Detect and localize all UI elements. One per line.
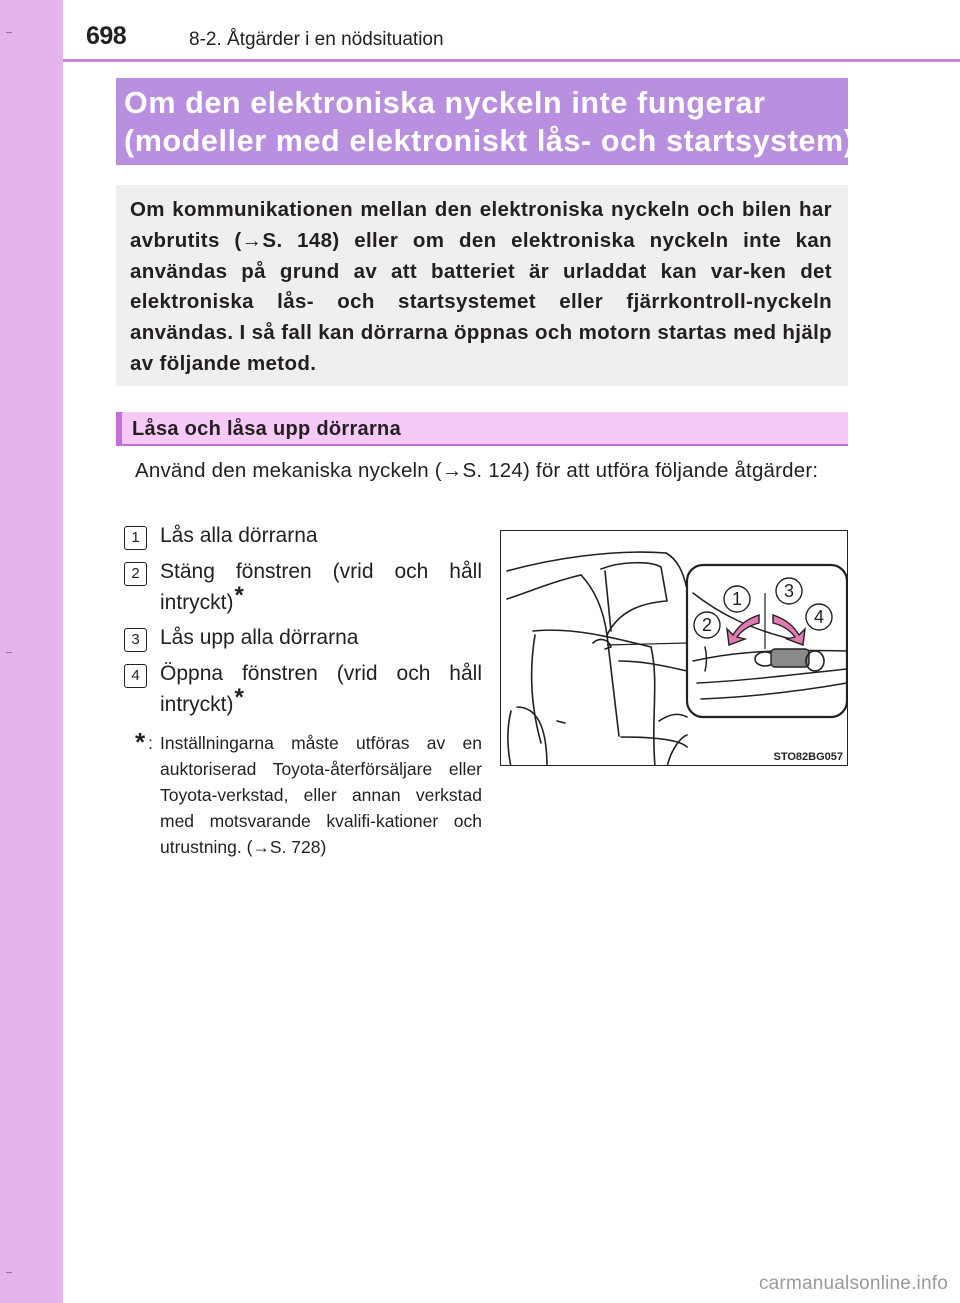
edge-mark bbox=[6, 652, 12, 653]
page-number: 698 bbox=[86, 22, 127, 50]
callout-label-4: 4 bbox=[813, 607, 825, 627]
subsection-banner bbox=[116, 412, 848, 446]
section-heading: 8-2. Åtgärder i en nödsituation bbox=[189, 29, 444, 50]
title-banner bbox=[116, 78, 855, 165]
step-number-badge: 3 bbox=[124, 628, 147, 652]
step-number-badge: 1 bbox=[124, 526, 147, 550]
step-number-badge: 2 bbox=[124, 562, 147, 586]
callout-label-2: 2 bbox=[701, 615, 713, 635]
step-text: Öppna fönstren (vrid och håll intryckt) bbox=[160, 662, 482, 716]
edge-mark bbox=[6, 32, 12, 33]
watermark: carmanualsonline.info bbox=[758, 1273, 948, 1294]
intro-box bbox=[116, 185, 848, 386]
step-text-wrap bbox=[160, 659, 482, 720]
step-text-wrap bbox=[160, 623, 482, 653]
step-text: Lås alla dörrarna bbox=[160, 524, 318, 547]
page-title bbox=[124, 84, 855, 160]
header-divider bbox=[63, 59, 960, 62]
footnote-colon: : bbox=[148, 733, 153, 753]
step-text: Stäng fönstren (vrid och håll intryckt) bbox=[160, 560, 482, 614]
step-text-wrap bbox=[160, 521, 482, 551]
callout-label-1: 1 bbox=[731, 589, 743, 609]
car-door-lock-illustration bbox=[501, 531, 848, 766]
body-paragraph: Använd den mekaniska nyckeln (→S. 124) för att utföra följande åtgärder: bbox=[135, 459, 819, 482]
callout-label-3: 3 bbox=[783, 581, 795, 601]
page-title-line-1: Om den elektroniska nyckeln inte fungerar bbox=[124, 86, 766, 120]
footnote-text: Inställningarna måste utföras av en auktoriserad Toyota-återförsäljare eller Toyota-verkstad, eller annan verkstad med motsvarande kvalifi-kationer och utrustning. (→S. 728) bbox=[160, 733, 482, 857]
footnote-asterisk: * bbox=[135, 727, 146, 757]
intro-text: Om kommunikationen mellan den elektroniska nyckeln och bilen har avbrutits (→S. 148) eller om den elektroniska nyckeln inte kan användas på grund av att batteriet är urladdat kan var-ken det elektroniska lås- och startsystemet eller fjärrkontroll-nyckeln användas. I så fall kan dörrarna öppnas och motorn startas med hjälp av följande metod. bbox=[130, 198, 832, 375]
step-text: Lås upp alla dörrarna bbox=[160, 626, 359, 649]
subsection-heading: Låsa och låsa upp dörrarna bbox=[132, 418, 401, 440]
edge-mark bbox=[6, 1272, 12, 1273]
figure-code: STO82BG057 bbox=[773, 751, 843, 763]
asterisk: * bbox=[234, 684, 244, 711]
step-text-wrap bbox=[160, 557, 482, 618]
step-number-badge: 4 bbox=[124, 664, 147, 688]
chapter-side-tab bbox=[0, 0, 63, 1303]
page-title-line-2: (modeller med elektroniskt lås- och startsystem) bbox=[124, 124, 855, 158]
asterisk: * bbox=[234, 582, 244, 609]
key-cylinder-illustration bbox=[500, 530, 848, 766]
